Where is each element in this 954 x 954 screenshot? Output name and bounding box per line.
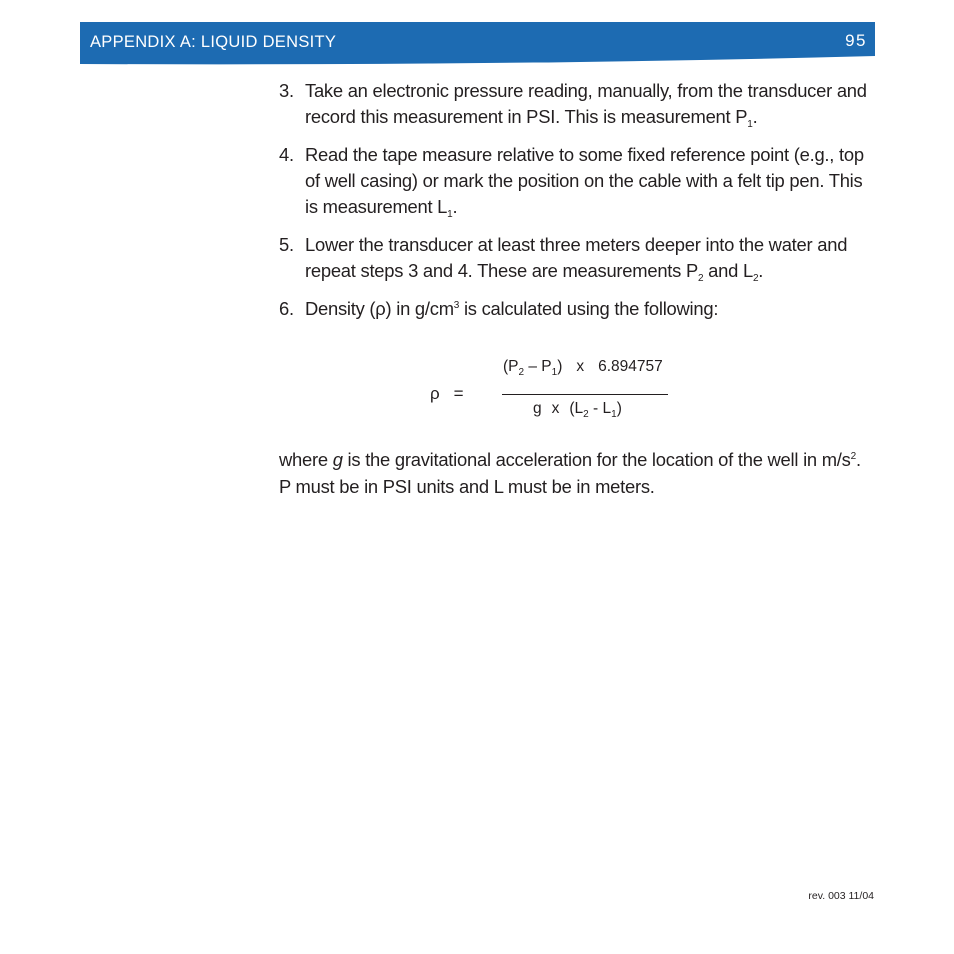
times-sign: x [551, 400, 560, 417]
formula-lhs [430, 384, 464, 404]
step-text: Take an electronic pressure reading, manually, from the transducer and record this measurement in PSI. This is measurement P [305, 80, 867, 127]
units-note: P must be in PSI units and L must be in meters. [279, 476, 655, 497]
subscript: 1 [551, 367, 558, 378]
formula-numerator [503, 358, 663, 376]
header-band [80, 22, 875, 66]
step-text-end: is calculated using the following: [459, 298, 719, 319]
explanation-text: . [855, 449, 861, 470]
rho-symbol: ρ [430, 384, 440, 403]
subscript: 2 [583, 409, 589, 420]
subscript: 1 [447, 209, 453, 220]
formula-explanation [279, 446, 899, 500]
subscript: 2 [752, 273, 759, 284]
numerator-open: (P [503, 358, 519, 375]
step-text-end: . [758, 260, 764, 281]
denominator-close: ) [616, 400, 622, 417]
step-5 [279, 232, 879, 284]
gravity-italic: g [332, 449, 343, 470]
step-text-end: . [452, 196, 458, 217]
subscript: 2 [698, 273, 704, 284]
subscript: 1 [611, 409, 617, 420]
explanation-text: where [279, 449, 333, 470]
steps-list [279, 78, 879, 334]
step-text: Density (ρ) in g/cm [305, 298, 454, 319]
subscript: 1 [747, 119, 753, 130]
explanation-text: is the gravitational acceleration for the location of the well in m/s [342, 449, 851, 470]
step-number: 3. [279, 80, 294, 101]
step-6 [279, 296, 879, 322]
denominator-minus: - L [588, 400, 612, 417]
numerator-minus: – P [524, 358, 552, 375]
step-text-end: . [752, 106, 758, 127]
superscript: 3 [453, 300, 460, 311]
fraction-bar [502, 394, 668, 395]
step-3 [279, 78, 879, 130]
times-sign: x [576, 358, 585, 375]
conversion-constant: 6.894757 [598, 358, 663, 375]
denominator-open: (L [569, 400, 584, 417]
step-4 [279, 142, 879, 220]
numerator-close: ) [557, 358, 563, 375]
equals-sign: = [453, 384, 464, 403]
formula-denominator [533, 400, 622, 418]
section-title: APPENDIX A: LIQUID DENSITY [90, 33, 337, 51]
step-number: 6. [279, 298, 294, 319]
step-text: Lower the transducer at least three meters deeper into the water and repeat steps 3 and 4. These are measurements P [305, 234, 848, 281]
gravity-symbol: g [533, 400, 542, 417]
subscript: 2 [518, 367, 525, 378]
step-number: 4. [279, 144, 294, 165]
step-number: 5. [279, 234, 294, 255]
page-number: 95 [845, 31, 867, 50]
step-text: Read the tape measure relative to some fixed reference point (e.g., top of well casing) or mark the position on the cable with a felt tip pen. This is measurement L [305, 144, 864, 217]
revision-label: rev. 003 11/04 [808, 890, 874, 902]
superscript: 2 [850, 451, 856, 462]
step-text-mid: and L [703, 260, 753, 281]
